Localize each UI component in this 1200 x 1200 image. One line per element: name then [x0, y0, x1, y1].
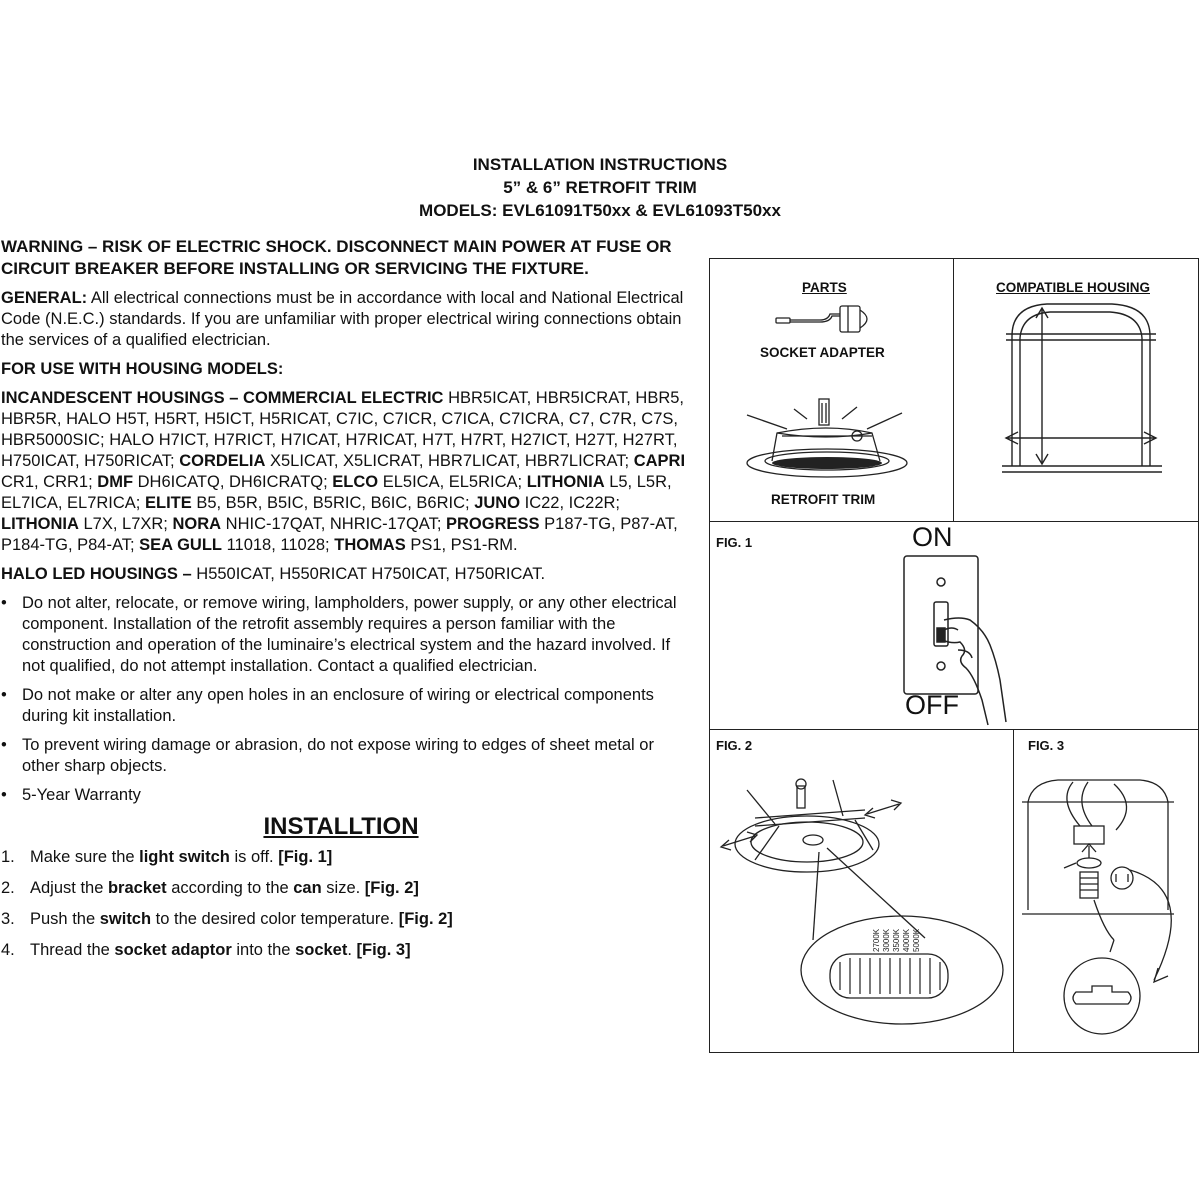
brand-name: CORDELIA: [179, 452, 266, 470]
brand-name: LITHONIA: [526, 473, 605, 491]
compatible-housing-title: COMPATIBLE HOUSING: [996, 280, 1150, 295]
model-list: HBR5ICAT, HBR5ICRAT, HBR5, HBR5R, HALO H5T, H5RT, H5ICT, H5RICAT, C7IC, C7ICR, C7ICA, C7ICRA, C7, C7R, C7S, HBR5000SIC; HALO H7ICT, H7RICT, H7ICAT, H7RICAT, H7T, H7RT, H27ICT, H27T, H27RT, H750ICAT, H750RICAT;: [1, 389, 685, 470]
cct-label: 2700K: [872, 928, 881, 952]
step-number: 2.: [1, 879, 15, 897]
bullet-marker: •: [1, 686, 7, 704]
step-emphasis: socket: [295, 941, 348, 959]
brand-name: INCANDESCENT HOUSINGS – COMMERCIAL ELECTRIC: [1, 389, 444, 407]
header-title: INSTALLATION INSTRUCTIONS: [472, 155, 728, 174]
brand-name: ELITE: [144, 494, 192, 512]
bullet-text: Do not make or alter any open holes in an enclosure of wiring or electrical components during kit installation.: [22, 686, 654, 725]
divider: [953, 258, 954, 522]
step-text: Thread the: [30, 941, 115, 959]
header-models: MODELS: EVL61091T50xx & EVL61093T50xx: [419, 201, 781, 220]
step-number: 3.: [1, 910, 15, 928]
housing-drawing: [992, 296, 1182, 476]
installation-step: [1, 909, 691, 930]
brand-name: THOMAS: [334, 536, 406, 554]
bullet-marker: •: [1, 594, 7, 612]
cct-label: 4000K: [902, 928, 911, 952]
brand-name: ELCO: [332, 473, 379, 491]
bullet-item: [1, 685, 691, 727]
halo-led-text: H550ICAT, H550RICAT H750ICAT, H750RICAT.: [191, 565, 546, 583]
installation-steps: [1, 847, 691, 961]
cct-label: 3500K: [892, 928, 901, 952]
fig2-label: FIG. 2: [716, 738, 753, 753]
installation-step: [1, 878, 691, 899]
step-emphasis: bracket: [107, 879, 167, 897]
model-list: PS1, PS1-RM.: [405, 536, 518, 554]
step-text: size.: [321, 879, 365, 897]
bullet-item: [1, 593, 691, 677]
light-switch-drawing: [900, 550, 1010, 730]
bullet-text: Do not alter, relocate, or remove wiring, lampholders, power supply, or any other electrical component. Installation of the retrofit assembly requires a person familiar with the construction and operation of the luminaire’s electrical system and the hazard involved. If not qualified, do not attempt installation. Contact a qualified electrician.: [22, 594, 677, 675]
step-text: to the desired color temperature.: [151, 910, 399, 928]
brand-name: PROGRESS: [446, 515, 540, 533]
switch-off-label: OFF: [905, 690, 959, 720]
brand-name: SEA GULL: [139, 536, 222, 554]
bullet-item: [1, 785, 691, 806]
step-emphasis: [Fig. 2]: [398, 910, 453, 928]
model-list: L7X, L7XR;: [78, 515, 173, 533]
header-subtitle: 5” & 6” RETROFIT TRIM: [503, 178, 697, 197]
parts-title: PARTS: [802, 280, 847, 295]
bullet-text: To prevent wiring damage or abrasion, do not expose wiring to edges of sheet metal or other sharp objects.: [22, 736, 654, 775]
model-list: IC22, IC22R;: [520, 494, 620, 512]
divider: [709, 521, 1199, 522]
step-emphasis: can: [293, 879, 322, 897]
step-text: according to the: [166, 879, 294, 897]
step-emphasis: socket adaptor: [114, 941, 232, 959]
step-number: 4.: [1, 941, 15, 959]
for-use-heading: FOR USE WITH HOUSING MODELS:: [1, 360, 284, 378]
model-list: B5, B5R, B5IC, B5RIC, B6IC, B6RIC;: [191, 494, 475, 512]
model-list: CR1, CRR1;: [1, 473, 98, 491]
model-list: DH6ICATQ, DH6ICRATQ;: [133, 473, 333, 491]
brand-name: JUNO: [474, 494, 521, 512]
document-header: [0, 153, 1200, 222]
step-emphasis: switch: [99, 910, 152, 928]
socket-threading-drawing: [1018, 770, 1198, 1045]
socket-adapter-drawing: [770, 300, 890, 340]
cct-label: 3000K: [882, 928, 891, 952]
step-text: into the: [231, 941, 296, 959]
installation-step: [1, 940, 691, 961]
step-emphasis: [Fig. 3]: [356, 941, 411, 959]
general-paragraph: [1, 288, 691, 351]
installation-heading: INSTALLTION: [263, 813, 419, 840]
brand-name: NORA: [172, 515, 222, 533]
socket-adapter-label: SOCKET ADAPTER: [760, 345, 885, 360]
step-emphasis: [Fig. 2]: [364, 879, 419, 897]
model-list: X5LICAT, X5LICRAT, HBR7LICAT, HBR7LICRAT;: [265, 452, 634, 470]
model-list: L5, L5R, EL7ICA, EL7RICA;: [1, 473, 672, 512]
switch-on-label: ON: [912, 522, 953, 552]
divider: [1013, 729, 1014, 1053]
fig3-label: FIG. 3: [1028, 738, 1065, 753]
halo-led-label: HALO LED HOUSINGS –: [1, 565, 192, 583]
halo-led-housings: [1, 564, 691, 585]
step-text: Push the: [30, 910, 100, 928]
bullet-marker: •: [1, 786, 7, 804]
shock-warning: WARNING – RISK OF ELECTRIC SHOCK. DISCONNECT MAIN POWER AT FUSE OR CIRCUIT BREAKER BEFORE INSTALLING OR SERVICING THE FIXTURE.: [1, 237, 672, 278]
bullet-text: 5-Year Warranty: [22, 786, 141, 804]
step-emphasis: light switch: [139, 848, 230, 866]
step-text: is off.: [229, 848, 279, 866]
general-label: GENERAL:: [1, 289, 88, 307]
brand-name: DMF: [97, 473, 134, 491]
model-list: EL5ICA, EL5RICA;: [378, 473, 527, 491]
step-text: Make sure the: [30, 848, 140, 866]
brand-name: CAPRI: [633, 452, 686, 470]
step-text: .: [347, 941, 357, 959]
fig1-label: FIG. 1: [716, 535, 753, 550]
bullet-marker: •: [1, 736, 7, 754]
general-text: All electrical connections must be in accordance with local and National Electrical Code (N.E.C.) standards. If you are unfamiliar with proper electrical wiring connections obtain the services of a qualified electrician.: [1, 289, 684, 349]
cct-label: 5000K: [912, 928, 921, 952]
instructions-column: [1, 236, 691, 961]
model-list: 11018, 11028;: [221, 536, 335, 554]
retrofit-trim-drawing: [732, 393, 917, 488]
warning-bullets: [1, 593, 691, 806]
incandescent-housings: [1, 388, 691, 556]
step-number: 1.: [1, 848, 15, 866]
bullet-item: [1, 735, 691, 777]
bracket-adjustment-drawing: [715, 770, 1005, 1045]
step-emphasis: [Fig. 1]: [278, 848, 333, 866]
step-text: Adjust the: [30, 879, 108, 897]
installation-step: [1, 847, 691, 868]
retrofit-trim-label: RETROFIT TRIM: [771, 492, 876, 507]
model-list: P187-TG, P87-AT, P184-TG, P84-AT;: [1, 515, 678, 554]
model-list: NHIC-17QAT, NHRIC-17QAT;: [221, 515, 447, 533]
brand-name: LITHONIA: [1, 515, 79, 533]
